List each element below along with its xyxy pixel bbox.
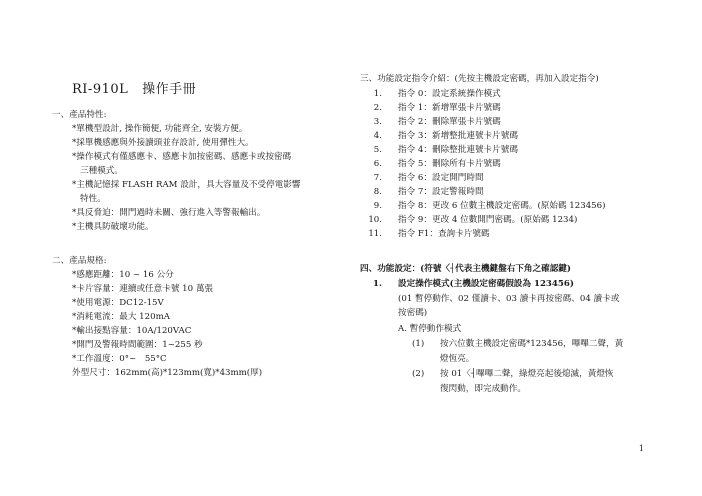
command-text: 指令 F1：查詢卡片號碼 xyxy=(398,229,490,239)
subsection-title: 設定操作模式(主機設定密碼假設為 123456) xyxy=(398,279,574,289)
spec-line: 外型尺寸：162mm(高)*123mm(寬)*43mm(厚) xyxy=(72,368,263,378)
command-number: 7. xyxy=(373,173,382,183)
step-text: 復閃動，即完成動作。 xyxy=(440,384,526,394)
command-text: 指令 3：新增整批連號卡片號碼 xyxy=(398,131,518,141)
step-text: 燈恆亮。 xyxy=(440,354,475,364)
command-number: 10. xyxy=(368,215,382,225)
command-number: 4. xyxy=(373,131,382,141)
manual-heading: 操作手冊 xyxy=(142,82,197,97)
spec-line: *卡片容量：連續或任意卡號 10 萬張 xyxy=(72,284,214,294)
command-text: 指令 0：設定系統操作模式 xyxy=(398,89,501,99)
command-number: 6. xyxy=(373,159,382,169)
section1-heading: 一、產品特性: xyxy=(52,110,107,120)
command-text: 指令 9：更改 4 位數開門密碼。(原始碼 1234) xyxy=(398,215,578,225)
command-text: 指令 6：設定開門時間 xyxy=(398,173,484,183)
section2-heading: 二、產品規格: xyxy=(52,256,107,266)
feature-line: *單機型設計, 操作簡便, 功能齊全, 安裝方便。 xyxy=(72,124,248,134)
mode-heading: A. 暫停動作模式 xyxy=(398,324,462,334)
step-text: 按六位數主機設定密碼*123456，嗶嗶二聲，黃 xyxy=(440,339,624,349)
step-number: (2) xyxy=(412,369,425,379)
command-text: 指令 2：刪除單張卡片號碼 xyxy=(398,117,501,127)
spec-line: *消耗電流：最大 120mA xyxy=(72,312,170,322)
page-number: 1 xyxy=(638,444,644,453)
command-number: 2. xyxy=(373,103,382,113)
spec-line: *開門及警報時間範圍：1~255 秒 xyxy=(72,340,203,350)
spec-line: *使用電源：DC12-15V xyxy=(72,298,164,308)
command-number: 1. xyxy=(373,89,382,99)
feature-line: *操作模式有僅感應卡、感應卡加按密碼、感應卡或按密碼 xyxy=(72,152,292,162)
feature-line: 三種模式。 xyxy=(80,166,123,176)
subsection-number: 1. xyxy=(373,279,382,289)
command-text: 指令 7：設定警報時間 xyxy=(398,187,484,197)
command-number: 11. xyxy=(368,229,382,239)
spec-line: *感應距離：10 ~ 16 公分 xyxy=(72,270,174,280)
command-number: 3. xyxy=(373,117,382,127)
command-text: 指令 5：刪除所有卡片號碼 xyxy=(398,159,501,169)
step-number: (1) xyxy=(412,339,425,349)
model-number: RI-910L xyxy=(72,82,129,97)
command-text: 指令 4：刪除整批連號卡片號碼 xyxy=(398,145,518,155)
feature-line: *主機記憶採 FLASH RAM 設計，具大容量及不受停電影響 xyxy=(72,180,301,190)
subsection-desc: 按密碼) xyxy=(398,308,428,318)
feature-line: 特性。 xyxy=(80,194,106,204)
feature-line: *採單機感應與外接讀頭並存設計, 使用彈性大。 xyxy=(72,138,254,148)
command-number: 9. xyxy=(373,201,382,211)
subsection-desc: (01 暫停動作、02 僅讀卡、03 讀卡再按密碼、04 讀卡或 xyxy=(398,294,620,304)
feature-line: *具反脅迫：開門過時未關、強行進入等警報輸出。 xyxy=(72,208,266,218)
document-title xyxy=(72,78,196,97)
spec-line: *輸出接點容量：10A/120VAC xyxy=(72,326,192,336)
command-number: 8. xyxy=(373,187,382,197)
command-text: 指令 8：更改 6 位數主機設定密碼。(原始碼 123456) xyxy=(398,201,606,211)
command-text: 指令 1：新增單張卡片號碼 xyxy=(398,103,501,113)
command-number: 5. xyxy=(373,145,382,155)
spec-line: *工作溫度：0°~ 55°C xyxy=(72,354,167,364)
section4-heading: 四、功能設定：(符號〈┤代表主機鍵盤右下角之確認鍵) xyxy=(360,264,571,274)
section3-heading: 三、功能設定指令介紹：(先按主機設定密碼，再加入設定指令) xyxy=(360,74,599,84)
feature-line: *主機具防破壞功能。 xyxy=(72,222,154,232)
step-text: 按 01〈┤嗶嗶二聲，綠燈亮起後熄滅，黃燈恢 xyxy=(440,369,614,379)
